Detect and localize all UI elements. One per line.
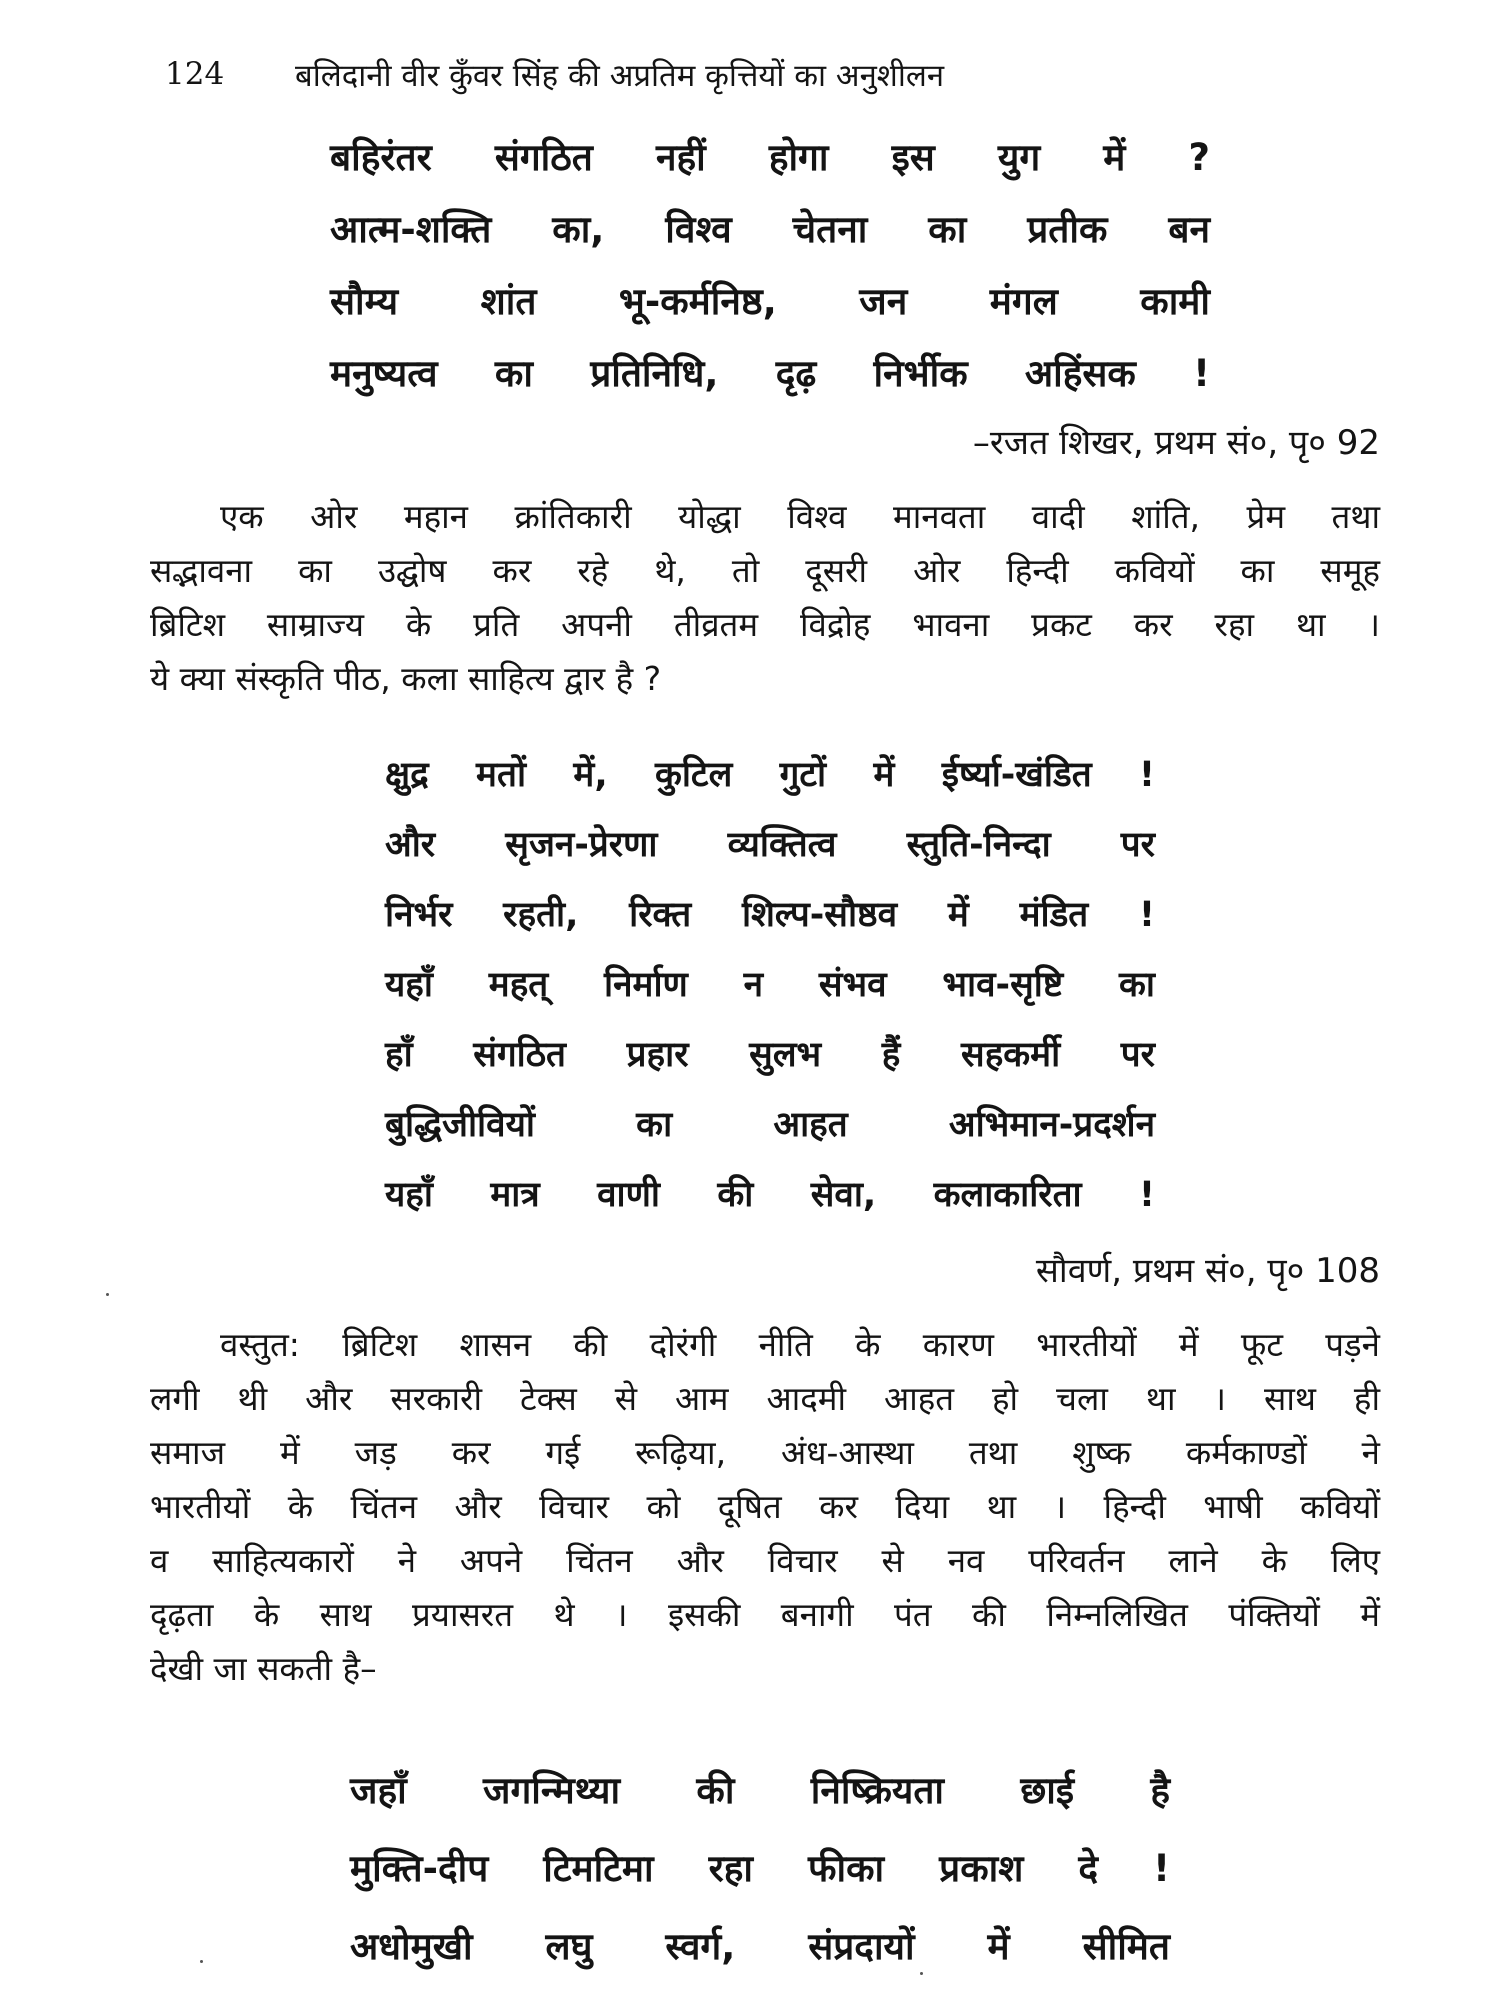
paragraph-line: समाज में जड़ कर गई रूढ़िया, अंध-आस्था तथा शुष्क कर्मकाण्डों ने xyxy=(150,1433,1380,1472)
verse-line: बहिरंतर संगठित नहीं होगा इस युग में ? xyxy=(330,136,1210,179)
scan-speck xyxy=(920,1972,923,1975)
citation-2: सौवर्ण, प्रथम सं०, पृ० 108 xyxy=(1035,1251,1380,1291)
paragraph-2 xyxy=(150,1318,1380,1696)
verse-block-3 xyxy=(350,1752,1170,1986)
verse-line: क्षुद्र मतों में, कुटिल गुटों में ईर्ष्या-खंडित ! xyxy=(385,755,1155,795)
verse-line: यहाँ महत् निर्माण न संभव भाव-सृष्टि का xyxy=(385,965,1155,1005)
verse-line: निर्भर रहती, रिक्त शिल्प-सौष्ठव में मंडित ! xyxy=(385,895,1155,935)
paragraph-line: सद्भावना का उद्घोष कर रहे थे, तो दूसरी ओर हिन्दी कवियों का समूह xyxy=(150,551,1380,590)
verse-line: हाँ संगठित प्रहार सुलभ हैं सहकर्मी पर xyxy=(385,1035,1155,1075)
citation-1: –रजत शिखर, प्रथम सं०, पृ० 92 xyxy=(972,423,1380,463)
verse-line: अधोमुखी लघु स्वर्ग, संप्रदायों में सीमित xyxy=(350,1925,1170,1968)
verse-line: सौम्य शांत भू-कर्मनिष्ठ, जन मंगल कामी xyxy=(330,280,1210,323)
verse-block-1 xyxy=(330,122,1210,410)
verse-line: मुक्ति-दीप टिमटिमा रहा फीका प्रकाश दे ! xyxy=(350,1847,1170,1890)
scan-speck xyxy=(106,1293,109,1296)
scan-speck xyxy=(200,1960,203,1963)
paragraph-line: लगी थी और सरकारी टेक्स से आम आदमी आहत हो चला था । साथ ही xyxy=(150,1379,1380,1418)
page-header xyxy=(165,50,1245,100)
running-title: बलिदानी वीर कुँवर सिंह की अप्रतिम कृत्तियों का अनुशीलन xyxy=(295,58,945,94)
verse-line: जहाँ जगन्मिथ्या की निष्क्रियता छाई है xyxy=(350,1769,1170,1812)
paragraph-line: दृढ़ता के साथ प्रयासरत थे । इसकी बनागी पंत की निम्नलिखित पंक्तियों में xyxy=(150,1595,1380,1634)
verse-line: बुद्धिजीवियों का आहत अभिमान-प्रदर्शन xyxy=(385,1105,1155,1145)
paragraph-line: देखी जा सकती है– xyxy=(150,1649,377,1688)
verse-block-2 xyxy=(385,740,1155,1230)
paragraph-1 xyxy=(150,490,1380,706)
paragraph-line: ये क्या संस्कृति पीठ, कला साहित्य द्वार है ? xyxy=(150,659,662,698)
paragraph-line: ब्रिटिश साम्राज्य के प्रति अपनी तीव्रतम विद्रोह भावना प्रकट कर रहा था । xyxy=(150,605,1380,644)
verse-line: मनुष्यत्व का प्रतिनिधि, दृढ़ निर्भीक अहिंसक ! xyxy=(330,352,1210,395)
verse-line: आत्म-शक्ति का, विश्व चेतना का प्रतीक बन xyxy=(330,208,1210,251)
page-number: 124 xyxy=(165,56,225,92)
paragraph-line: वस्तुत: ब्रिटिश शासन की दोरंगी नीति के कारण भारतीयों में फूट पड़ने xyxy=(220,1325,1380,1364)
paragraph-line: एक ओर महान क्रांतिकारी योद्धा विश्व मानवता वादी शांति, प्रेम तथा xyxy=(220,497,1380,536)
verse-line: और सृजन-प्रेरणा व्यक्तित्व स्तुति-निन्दा पर xyxy=(385,825,1155,865)
paragraph-line: भारतीयों के चिंतन और विचार को दूषित कर दिया था । हिन्दी भाषी कवियों xyxy=(150,1487,1380,1526)
verse-line: यहाँ मात्र वाणी की सेवा, कलाकारिता ! xyxy=(385,1175,1155,1215)
paragraph-line: व साहित्यकारों ने अपने चिंतन और विचार से नव परिवर्तन लाने के लिए xyxy=(150,1541,1380,1580)
